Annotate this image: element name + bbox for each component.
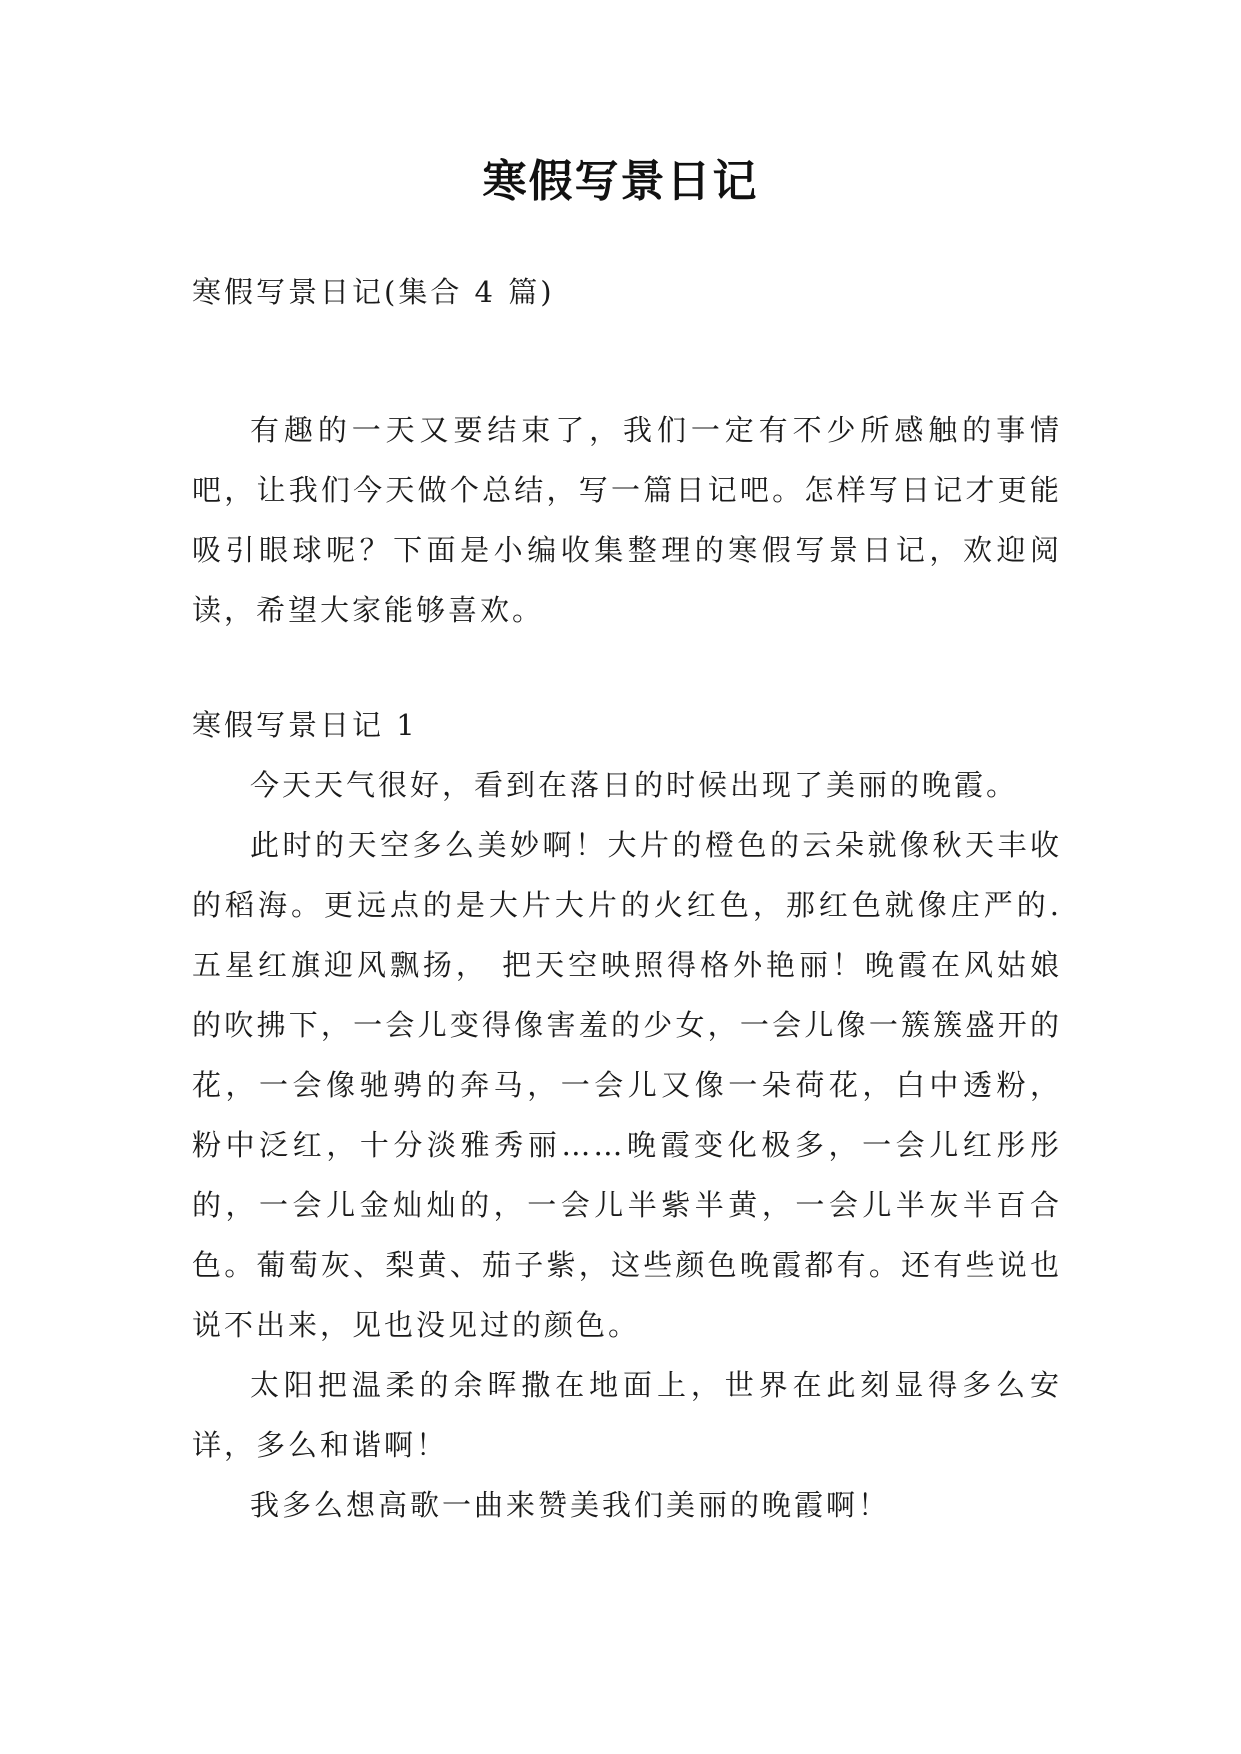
diary-paragraph-1: 今天天气很好，看到在落日的时候出现了美丽的晚霞。: [250, 768, 1019, 802]
diary-paragraph-2: 此时的天空多么美妙啊！大片的橙色的云朵就像秋天丰收的稻海。更远点的是大片大片的火红色，那红色就像庄严的.五星红旗迎风飘扬， 把天空映照得格外艳丽！晚霞在风姑娘的吹拂下，一会儿变得像害羞的少女，一会儿像一簇簇盛开的花，一会像驰骋的奔马，一会儿又像一朵荷花，白中透粉， 粉中泛红，十分淡雅秀丽……晚霞变化极多，一会儿红彤彤的，一会儿金灿灿的，一会儿半紫半黄，一会儿半灰半百合色。葡萄灰、梨黄、茄子紫，这些颜色晚霞都有。还有些说也说不出来，见也没见过的颜色。: [192, 828, 1062, 1342]
diary-paragraph-4: 我多么想高歌一曲来赞美我们美丽的晚霞啊！: [250, 1488, 891, 1522]
section-1-heading: 寒假写景日记 1: [192, 708, 418, 742]
document-subtitle: 寒假写景日记(集合 4 篇): [192, 275, 555, 309]
document-title: 寒假写景日记: [482, 156, 759, 207]
section-1-body: [192, 755, 1062, 1535]
diary-paragraph-3: 太阳把温柔的余晖撒在地面上，世界在此刻显得多么安详，多么和谐啊！: [192, 1368, 1062, 1462]
intro-paragraph: 有趣的一天又要结束了，我们一定有不少所感触的事情吧，让我们今天做个总结，写一篇日记吧。怎样写日记才更能吸引眼球呢？下面是小编收集整理的寒假写景日记，欢迎阅读，希望大家能够喜欢。: [192, 413, 1062, 627]
